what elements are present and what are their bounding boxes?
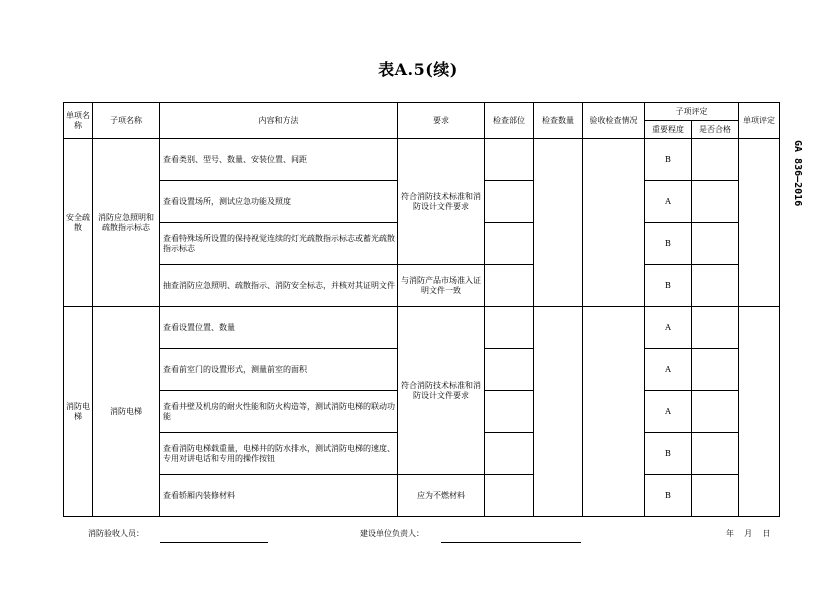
check-count-cell[interactable] — [534, 307, 583, 517]
check-location-cell[interactable] — [485, 349, 534, 391]
content-cell: 查看设置场所，测试应急功能及照度 — [160, 181, 398, 223]
qualified-cell[interactable] — [692, 307, 739, 349]
check-location-cell[interactable] — [485, 307, 534, 349]
inspector-signature-line[interactable] — [160, 542, 268, 543]
check-location-cell[interactable] — [485, 223, 534, 265]
check-location-cell[interactable] — [485, 433, 534, 475]
importance-cell: A — [645, 307, 692, 349]
qualified-cell[interactable] — [692, 475, 739, 517]
content-cell: 查看消防电梯载重量，电梯井的防水排水，测试消防电梯的速度、专用对讲电话和专用的操作按钮 — [160, 433, 398, 475]
importance-cell: B — [645, 265, 692, 307]
requirement-cell: 符合消防技术标准和消防设计文件要求 — [398, 139, 485, 265]
content-cell: 查看设置位置、数量 — [160, 307, 398, 349]
sub-name-cell: 消防应急照明和疏散指示标志 — [93, 139, 160, 307]
header-content: 内容和方法 — [160, 103, 398, 139]
qualified-cell[interactable] — [692, 181, 739, 223]
page-title: 表A.5(续) — [378, 60, 458, 79]
check-count-cell[interactable] — [534, 139, 583, 307]
builder-label: 建设单位负责人： — [360, 529, 424, 538]
check-location-cell[interactable] — [485, 265, 534, 307]
importance-cell: A — [645, 391, 692, 433]
requirement-cell: 应为不燃材料 — [398, 475, 485, 517]
header-unit-name: 单项名称 — [64, 103, 93, 139]
requirement-cell: 与消防产品市场准入证明文件一致 — [398, 265, 485, 307]
qualified-cell[interactable] — [692, 223, 739, 265]
content-cell: 查看井壁及机房的耐火性能和防火构造等，测试消防电梯的联动功能 — [160, 391, 398, 433]
qualified-cell[interactable] — [692, 433, 739, 475]
unit-eval-cell[interactable] — [739, 307, 780, 517]
sub-name-cell: 消防电梯 — [93, 307, 160, 517]
unit-name-cell: 安全疏散 — [64, 139, 93, 307]
header-check-location: 检查部位 — [485, 103, 534, 139]
acceptance-table — [63, 102, 780, 517]
importance-cell: B — [645, 475, 692, 517]
unit-eval-cell[interactable] — [739, 139, 780, 307]
date-label: 年 月 日 — [726, 529, 771, 538]
inspection-status-cell[interactable] — [583, 307, 645, 517]
check-location-cell[interactable] — [485, 391, 534, 433]
header-inspection-status: 验收检查情况 — [583, 103, 645, 139]
table-row — [64, 139, 780, 181]
qualified-cell[interactable] — [692, 265, 739, 307]
header-check-count: 检查数量 — [534, 103, 583, 139]
qualified-cell[interactable] — [692, 391, 739, 433]
header-unit-eval: 单项评定 — [739, 103, 780, 139]
check-location-cell[interactable] — [485, 139, 534, 181]
unit-name-cell: 消防电梯 — [64, 307, 93, 517]
importance-cell: A — [645, 349, 692, 391]
header-sub-name: 子项名称 — [93, 103, 160, 139]
standard-code: GA 836—2016 — [792, 140, 803, 207]
inspection-status-cell[interactable] — [583, 139, 645, 307]
builder-signature-line[interactable] — [441, 542, 581, 543]
header-requirement: 要求 — [398, 103, 485, 139]
requirement-cell: 符合消防技术标准和消防设计文件要求 — [398, 307, 485, 475]
qualified-cell[interactable] — [692, 139, 739, 181]
table-row — [64, 307, 780, 349]
content-cell: 查看轿厢内装修材料 — [160, 475, 398, 517]
table-row — [64, 475, 780, 517]
check-location-cell[interactable] — [485, 475, 534, 517]
importance-cell: B — [645, 433, 692, 475]
check-location-cell[interactable] — [485, 181, 534, 223]
content-cell: 查看特殊场所设置的保持视觉连续的灯光疏散指示标志或蓄光疏散指示标志 — [160, 223, 398, 265]
importance-cell: B — [645, 139, 692, 181]
content-cell: 查看类别、型号、数量、安装位置、间距 — [160, 139, 398, 181]
table-row — [64, 265, 780, 307]
header-importance: 重要程度 — [645, 121, 692, 139]
qualified-cell[interactable] — [692, 349, 739, 391]
inspector-label: 消防验收人员： — [88, 529, 144, 538]
header-qualified: 是否合格 — [692, 121, 739, 139]
content-cell: 查看前室门的设置形式，测量前室的面积 — [160, 349, 398, 391]
importance-cell: A — [645, 181, 692, 223]
importance-cell: B — [645, 223, 692, 265]
header-sub-eval: 子项评定 — [645, 103, 739, 121]
content-cell: 抽查消防应急照明、疏散指示、消防安全标志，并核对其证明文件 — [160, 265, 398, 307]
